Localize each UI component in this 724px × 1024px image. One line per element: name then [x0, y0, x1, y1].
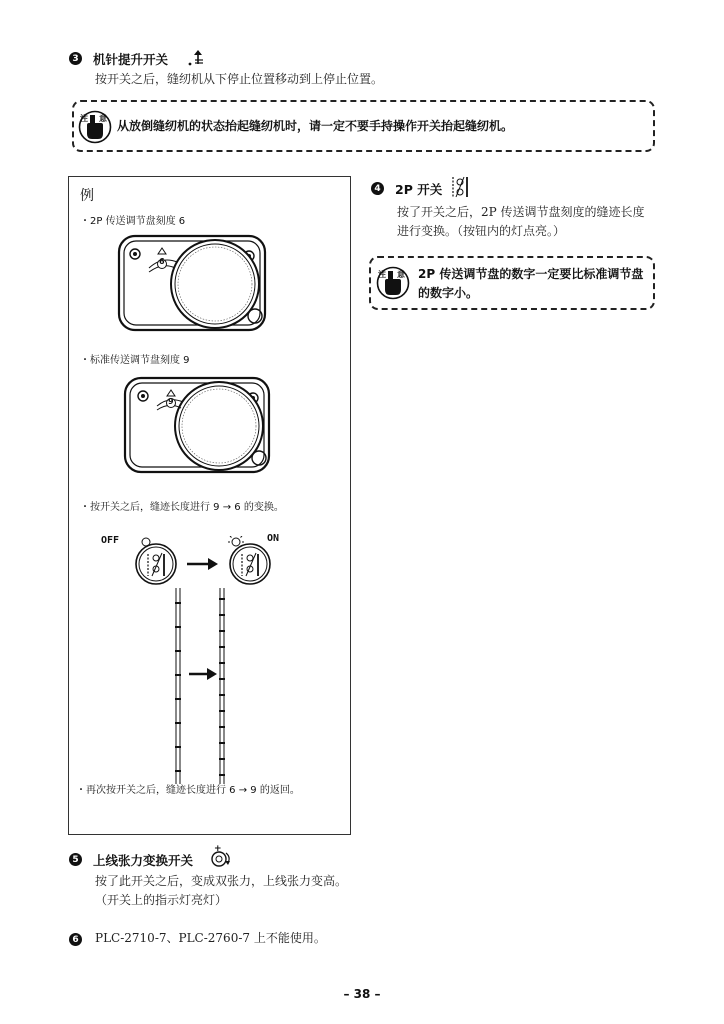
caution-char-2: 意	[99, 114, 107, 123]
dial-1-value: 6	[159, 257, 165, 266]
section-5-body-line-1: 按了此开关之后，变成双张力，上线张力变高。	[95, 874, 348, 888]
section-3-title: 机针提升开关	[93, 52, 169, 67]
svg-text:+: +	[214, 844, 222, 854]
section-3-body: 按开关之后，缝纫机从下停止位置移动到上停止位置。	[95, 72, 384, 86]
example-caption-2: ・标准传送调节盘刻度 9	[80, 355, 190, 366]
dial-2-value: 9	[168, 397, 174, 406]
caution-char-2: 意	[397, 270, 405, 279]
section-5-body-line-2: （开关上的指示灯亮灯）	[95, 893, 228, 907]
section-6-body: PLC-2710-7、PLC-2760-7 上不能使用。	[95, 931, 326, 945]
section-4-body-line-2: 进行变换。（按钮内的灯点亮。）	[397, 224, 566, 238]
example-caption-1: ・2P 传送调节盘刻度 6	[80, 216, 186, 227]
caution-note-1-text: 从放倒缝纫机的状态抬起缝纫机时，请一定不要手持操作开关抬起缝纫机。	[117, 119, 514, 133]
off-label: OFF	[101, 535, 120, 546]
caution-note-2-line-1: 2P 传送调节盘的数字一定要比标准调节盘	[418, 267, 644, 281]
example-title: 例	[80, 188, 94, 204]
example-caption-3: ・按开关之后，缝迹长度进行 9 → 6 的变换。	[80, 502, 284, 513]
2p-switch-icon	[449, 175, 471, 199]
section-4-body-line-1: 按了开关之后，2P 传送调节盘刻度的缝迹长度	[397, 205, 645, 219]
step-5-badge: 5	[69, 853, 82, 866]
needle-up-icon	[187, 49, 207, 67]
step-3-badge: 3	[69, 52, 82, 65]
feed-dial-2p-illustration	[117, 234, 269, 334]
switch-off-to-on-illustration	[132, 536, 282, 586]
step-6-badge: 6	[69, 933, 82, 946]
caution-char-1: 注	[80, 114, 88, 123]
caution-note-2-line-2: 的数字小。	[418, 286, 479, 300]
step-4-badge: 4	[371, 182, 384, 195]
caution-char-1: 注	[378, 270, 386, 279]
on-label: ON	[267, 533, 280, 544]
stitch-length-illustration	[165, 588, 235, 788]
example-caption-4: ・再次按开关之后，缝迹长度进行 6 → 9 的返回。	[76, 785, 300, 796]
section-5-title: 上线张力变换开关	[93, 853, 194, 868]
feed-dial-standard-illustration	[123, 376, 273, 476]
page-number: – 38 –	[343, 987, 381, 1001]
thread-tension-icon	[209, 844, 233, 868]
section-4-title: 2P 开关	[395, 182, 443, 197]
